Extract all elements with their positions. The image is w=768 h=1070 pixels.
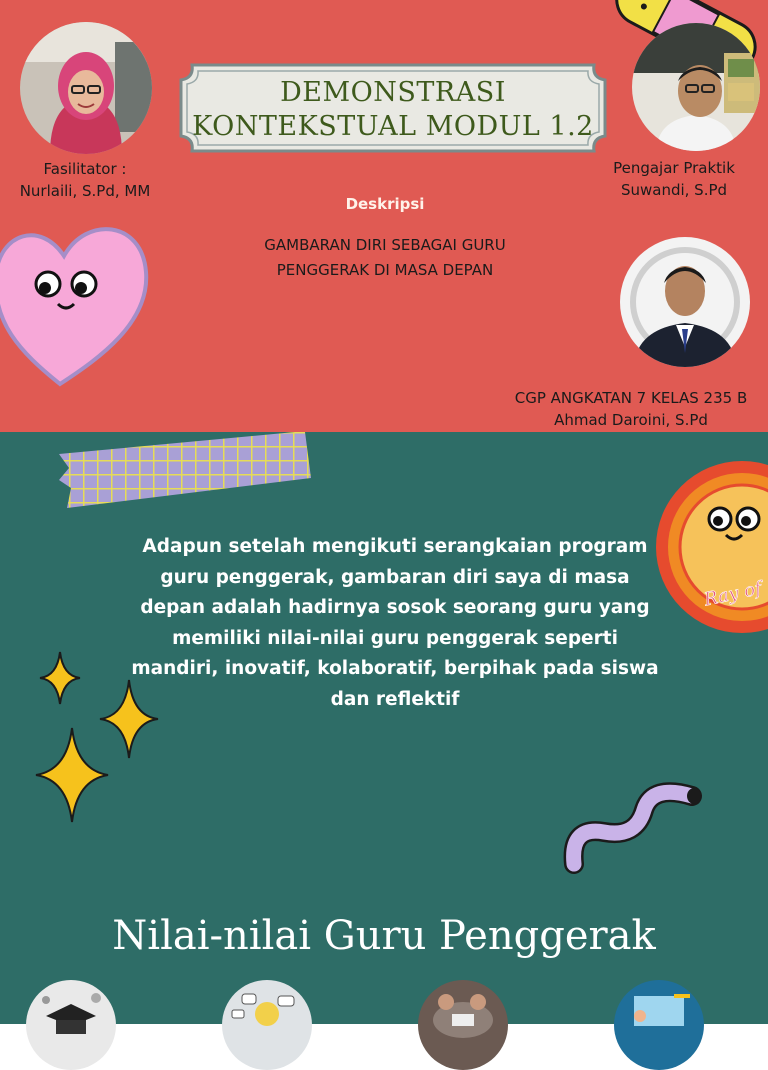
values-section-title: Nilai-nilai Guru Penggerak xyxy=(112,913,656,959)
value-thumbnail-3 xyxy=(418,980,508,1070)
description-body xyxy=(190,233,580,283)
top-section xyxy=(0,0,768,432)
sun-sticker-text: Ray of xyxy=(702,577,764,611)
instructor-role: Pengajar Praktik xyxy=(613,159,735,177)
sun-sticker xyxy=(652,460,768,634)
main-paragraph: Adapun setelah mengikuti serangkaian program guru penggerak, gambaran diri saya di masa depan adalah hadirnya sosok seorang guru yang memiliki nilai-nilai guru penggerak seperti mandiri, inovatif, kolaboratif, berpihak pada siswa dan reflektif xyxy=(131,536,659,710)
candidate-avatar xyxy=(620,237,750,367)
instructor-name: Suwandi, S.Pd xyxy=(620,181,728,199)
facilitator-caption xyxy=(5,158,165,202)
candidate-name: Ahmad Daroini, S.Pd xyxy=(554,411,708,429)
facilitator-role: Fasilitator : xyxy=(43,160,127,178)
facilitator-avatar xyxy=(20,22,152,154)
page-title xyxy=(178,76,608,144)
facilitator-name: Nurlaili, S.Pd, MM xyxy=(19,182,151,200)
candidate-role: CGP ANGKATAN 7 KELAS 235 B xyxy=(514,389,748,407)
title-line-2: KONTEKSTUAL MODUL 1.2 xyxy=(192,111,594,142)
sparkle-star-small xyxy=(38,650,82,706)
value-thumbnail-4 xyxy=(614,980,704,1070)
instructor-caption xyxy=(588,157,760,201)
description-line-1: GAMBARAN DIRI SEBAGAI GURU xyxy=(264,236,506,254)
instructor-avatar xyxy=(632,23,760,151)
value-thumbnail-1 xyxy=(26,980,116,1070)
sparkle-star-large xyxy=(34,726,110,824)
description-heading: Deskripsi xyxy=(345,195,425,213)
tape-sticker xyxy=(55,432,315,514)
value-thumbnail-2 xyxy=(222,980,312,1070)
title-line-1: DEMONSTRASI xyxy=(280,77,506,108)
candidate-caption xyxy=(494,387,768,431)
description-line-2: PENGGERAK DI MASA DEPAN xyxy=(276,261,494,279)
heart-sticker xyxy=(0,212,152,392)
squiggle-sticker xyxy=(560,774,710,874)
